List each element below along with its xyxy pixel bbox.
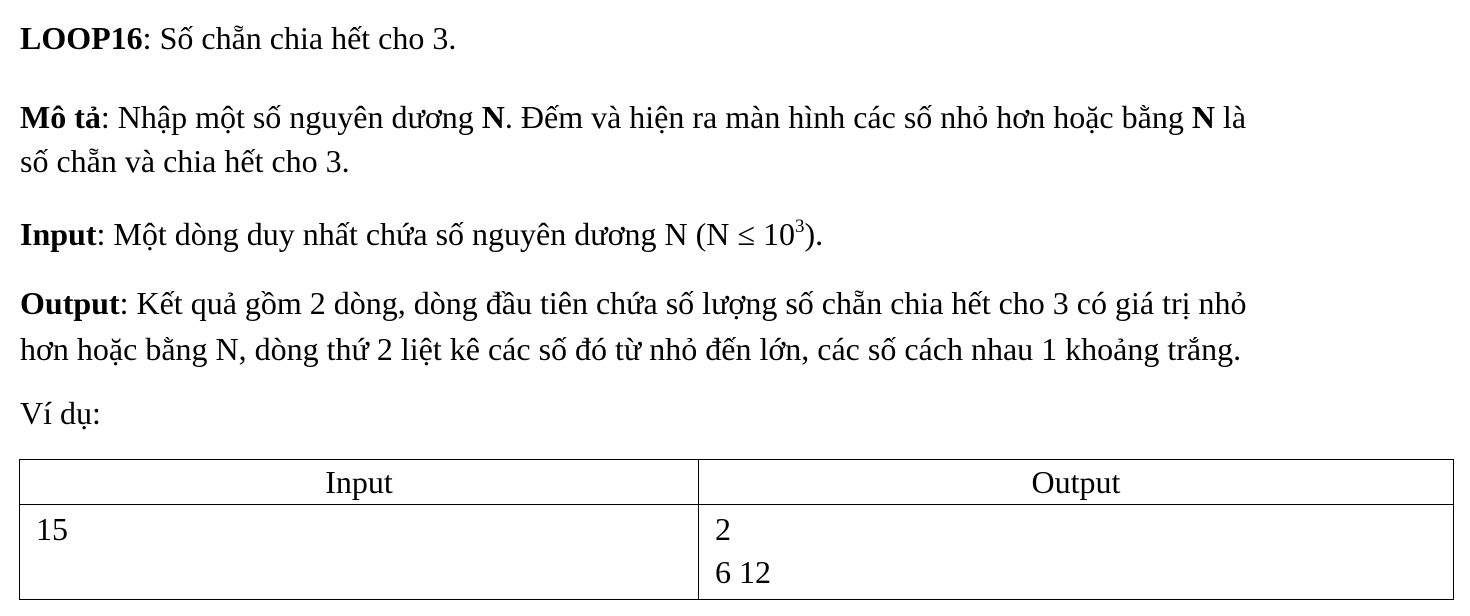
example-output-line-1: 2 bbox=[715, 511, 731, 547]
description-line-1 bbox=[20, 101, 1246, 133]
input-spec-text-end: ). bbox=[804, 216, 824, 252]
example-header-row bbox=[20, 460, 1454, 505]
description-variable-n: N bbox=[481, 99, 505, 135]
example-input-line: 15 bbox=[36, 511, 68, 547]
input-spec bbox=[20, 218, 823, 250]
input-spec-label: Input bbox=[20, 216, 97, 252]
example-label: Ví dụ: bbox=[20, 395, 101, 431]
example-output-cell bbox=[699, 505, 1454, 600]
example-header-input: Input bbox=[20, 460, 699, 505]
example-header-output: Output bbox=[699, 460, 1454, 505]
description-variable-n-2: N bbox=[1191, 99, 1215, 135]
problem-title-text: : Số chẵn chia hết cho 3. bbox=[142, 20, 457, 56]
description-label: Mô tả bbox=[20, 99, 101, 135]
input-spec-exponent: 3 bbox=[794, 216, 805, 237]
input-spec-text: : Một dòng duy nhất chứa số nguyên dương N (N ≤ 10 bbox=[96, 216, 795, 252]
description-line-2: số chẵn và chia hết cho 3. bbox=[20, 143, 350, 179]
description-text-a: : Nhập một số nguyên dương bbox=[100, 99, 482, 135]
example-table bbox=[19, 459, 1454, 600]
description-text-b: . Đếm và hiện ra màn hình các số nhỏ hơn hoặc bằng bbox=[504, 99, 1192, 135]
description-text-c: là bbox=[1214, 99, 1247, 135]
output-spec-line-2: hơn hoặc bằng N, dòng thứ 2 liệt kê các số đó từ nhỏ đến lớn, các số cách nhau 1 khoảng trắng. bbox=[20, 331, 1242, 367]
example-row bbox=[20, 505, 1454, 600]
output-spec-line-1 bbox=[20, 287, 1247, 319]
example-output-line-2: 6 12 bbox=[715, 554, 771, 590]
output-spec-label: Output bbox=[20, 285, 120, 321]
problem-title bbox=[20, 22, 456, 54]
problem-code: LOOP16 bbox=[20, 20, 143, 56]
example-input-cell bbox=[20, 505, 699, 600]
output-spec-text-1: : Kết quả gồm 2 dòng, dòng đầu tiên chứa số lượng số chẵn chia hết cho 3 có giá trị nhỏ bbox=[119, 285, 1247, 321]
